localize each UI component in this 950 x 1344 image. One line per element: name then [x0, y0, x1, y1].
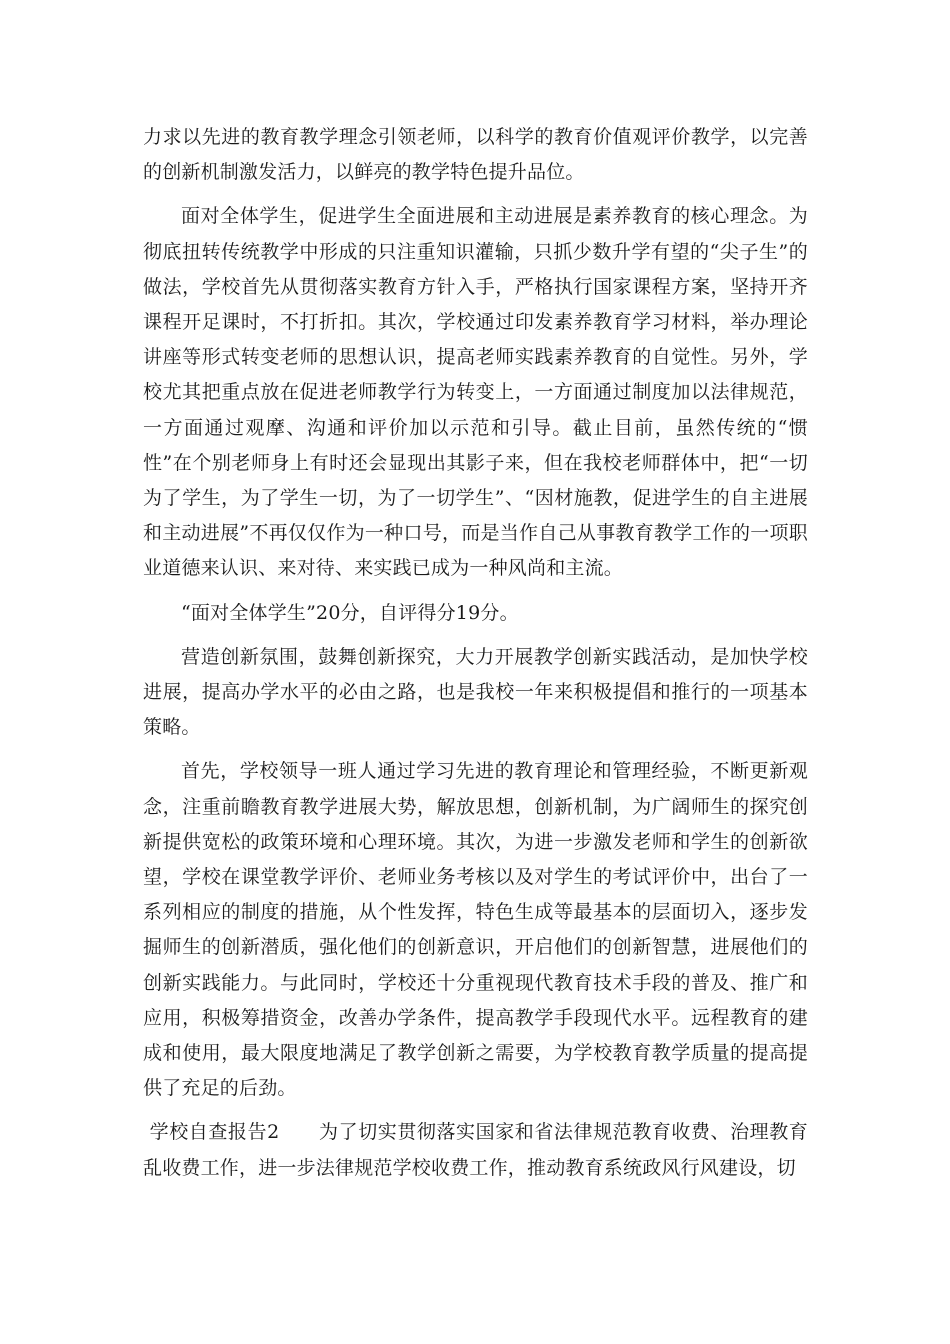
- report-title: [143, 1121, 319, 1143]
- report-text: 为了切实贯彻落实国家和省法律规范教育收费、治理教育乱收费工作，进一步法律规范学校收费工作，推动教育系统政风行风建设，切: [143, 1121, 808, 1179]
- paragraph-3-score: “面对全体学生”20分，自评得分19分。: [181, 601, 519, 624]
- paragraph-1: 力求以先进的教育教学理念引领老师，以科学的教育价值观评价教学，以完善的创新机制激发活力，以鲜亮的教学特色提升品位。: [143, 126, 808, 184]
- report-title-text: 学校自查报告2: [149, 1121, 280, 1144]
- paragraph-2: 面对全体学生，促进学生全面进展和主动进展是素养教育的核心理念。为彻底扭转传统教学中形成的只注重知识灌输，只抓少数升学有望的“尖子生”的做法，学校首先从贯彻落实教育方针入手，严格执行国家课程方案，坚持开齐课程开足课时，不打折扣。其次，学校通过印发素养教育学习材料，举办理论讲座等形式转变老师的思想认识，提高老师实践素养教育的自觉性。另外，学校尤其把重点放在促进老师教学行为转变上，一方面通过制度加以法律规范，一方面通过观摩、沟通和评价加以示范和引导。截止目前，虽然传统的“惯性”在个别老师身上有时还会显现出其影子来，但在我校老师群体中，把“一切为了学生，为了学生一切，为了一切学生”、“因材施教，促进学生的自主进展和主动进展”不再仅仅作为一种口号，而是当作自己从事教育教学工作的一项职业道德来认识、来对待、来实践已成为一种风尚和主流。: [143, 205, 808, 580]
- report-2-paragraph: [143, 1115, 808, 1185]
- document-body: [143, 120, 808, 1195]
- paragraph-4: 营造创新氛围，鼓舞创新探究，大力开展教学创新实践活动，是加快学校进展，提高办学水平的必由之路，也是我校一年来积极提倡和推行的一项基本策略。: [143, 645, 808, 739]
- paragraph-5: 首先，学校领导一班人通过学习先进的教育理论和管理经验，不断更新观念，注重前瞻教育教学进展大势，解放思想，创新机制，为广阔师生的探究创新提供宽松的政策环境和心理环境。其次，为进一步激发老师和学生的创新欲望，学校在课堂教学评价、老师业务考核以及对学生的考试评价中，出台了一系列相应的制度的措施，从个性发挥，特色生成等最基本的层面切入，逐步发掘师生的创新潜质，强化他们的创新意识，开启他们的创新智慧，进展他们的创新实践能力。与此同时，学校还十分重视现代教育技术手段的普及、推广和应用，积极筹措资金，改善办学条件，提高教学手段现代水平。远程教育的建成和使用，最大限度地满足了教学创新之需要，为学校教育教学质量的提高提供了充足的后劲。: [143, 760, 808, 1100]
